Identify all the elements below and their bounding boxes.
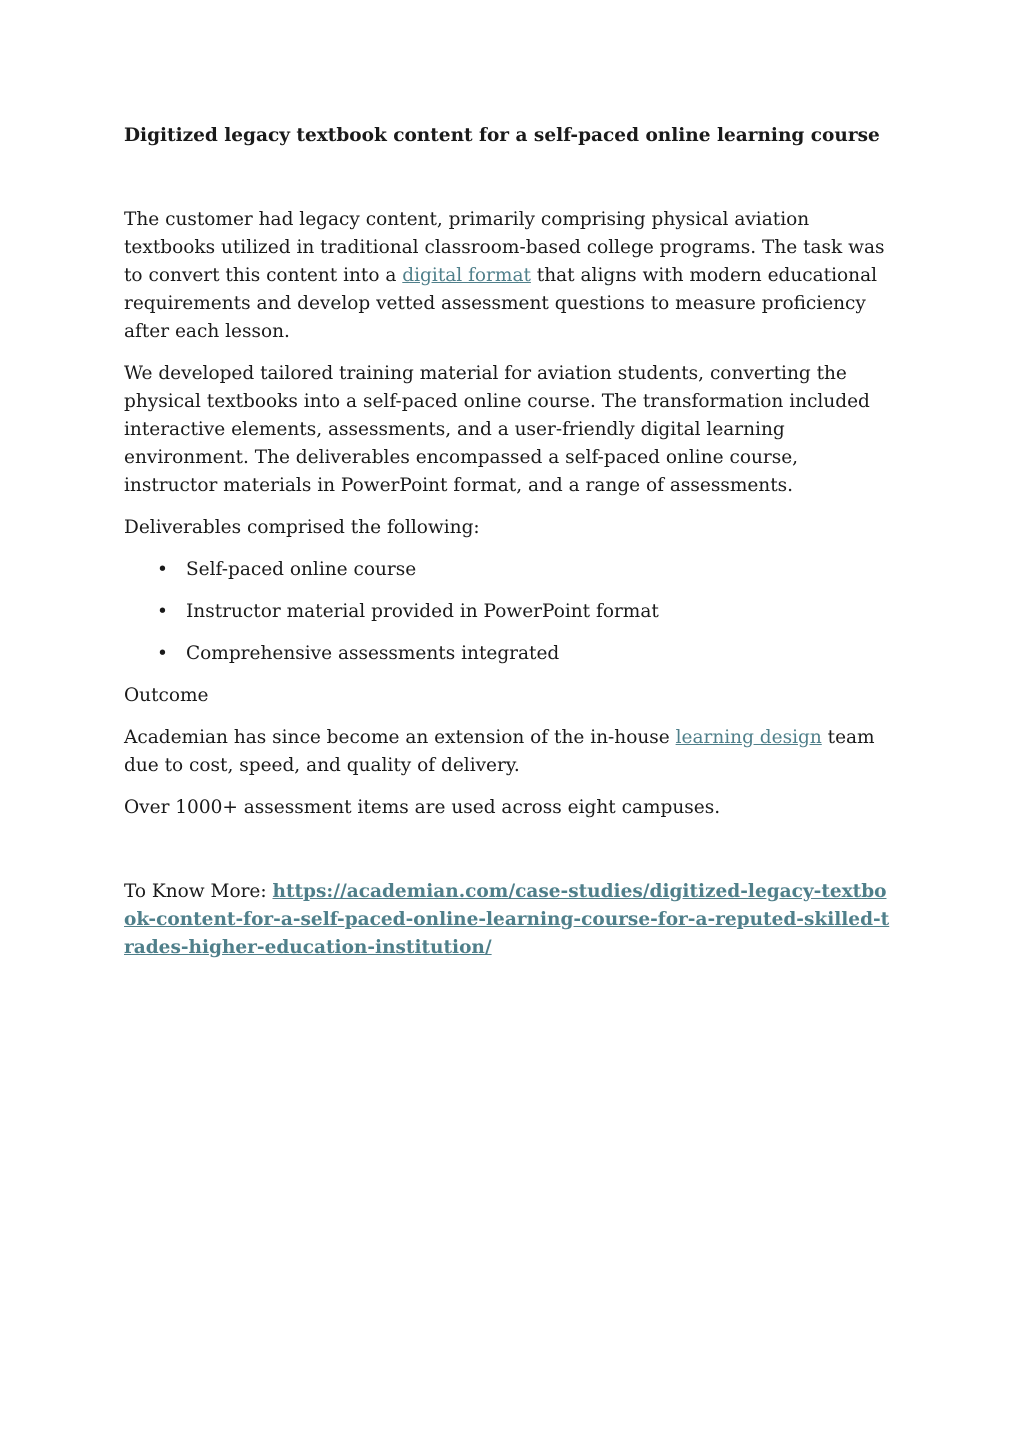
learning-design-link[interactable]: learning design (675, 727, 822, 748)
outcome-heading: Outcome (124, 685, 209, 706)
assessment-stat: Over 1000+ assessment items are used across eight campuses. (124, 797, 721, 818)
intro-text-before: The customer had legacy content, primarily comprising physical aviation textbooks utilized in traditional classroom-based college programs. The task was to convert this content into a (124, 209, 885, 286)
bullet-icon: • (157, 559, 168, 580)
bullet-icon: • (157, 601, 168, 622)
outcome-paragraph (124, 724, 894, 780)
deliverables-intro: Deliverables comprised the following: (124, 517, 480, 538)
deliverable-text: Instructor material provided in PowerPoint format (186, 601, 659, 622)
case-study-url-link[interactable]: https://academian.com/case-studies/digitized-legacy-textbook-content-for-a-self-paced-online-learning-course-for-a-reputed-skilled-trades-higher-education-institution/ (124, 881, 890, 958)
document-title: Digitized legacy textbook content for a self-paced online learning course (124, 125, 880, 146)
solution-paragraph: We developed tailored training material for aviation students, converting the physical textbooks into a self-paced online course. The transformation included interactive elements, assessments, and a user-friendly digital learning environment. The deliverables encompassed a self-paced online course, instructor materials in PowerPoint format, and a range of assessments. (124, 363, 870, 496)
outcome-text-after: team due to cost, speed, and quality of delivery. (124, 727, 875, 776)
know-more-label: To Know More: (124, 881, 273, 902)
list-item (124, 640, 894, 668)
bullet-icon: • (157, 643, 168, 664)
know-more-paragraph (124, 878, 894, 962)
document-body (124, 206, 894, 976)
deliverable-text: Self-paced online course (186, 559, 417, 580)
deliverables-list (124, 556, 894, 668)
list-item (124, 556, 894, 584)
intro-text-after: that aligns with modern educational requirements and develop vetted assessment questions to measure proficiency after each lesson. (124, 265, 878, 342)
digital-format-link[interactable]: digital format (402, 265, 531, 286)
outcome-text-before: Academian has since become an extension of the in-house (124, 727, 676, 748)
list-item (124, 598, 894, 626)
intro-paragraph (124, 206, 894, 346)
spacer (124, 836, 894, 878)
deliverable-text: Comprehensive assessments integrated (186, 643, 560, 664)
